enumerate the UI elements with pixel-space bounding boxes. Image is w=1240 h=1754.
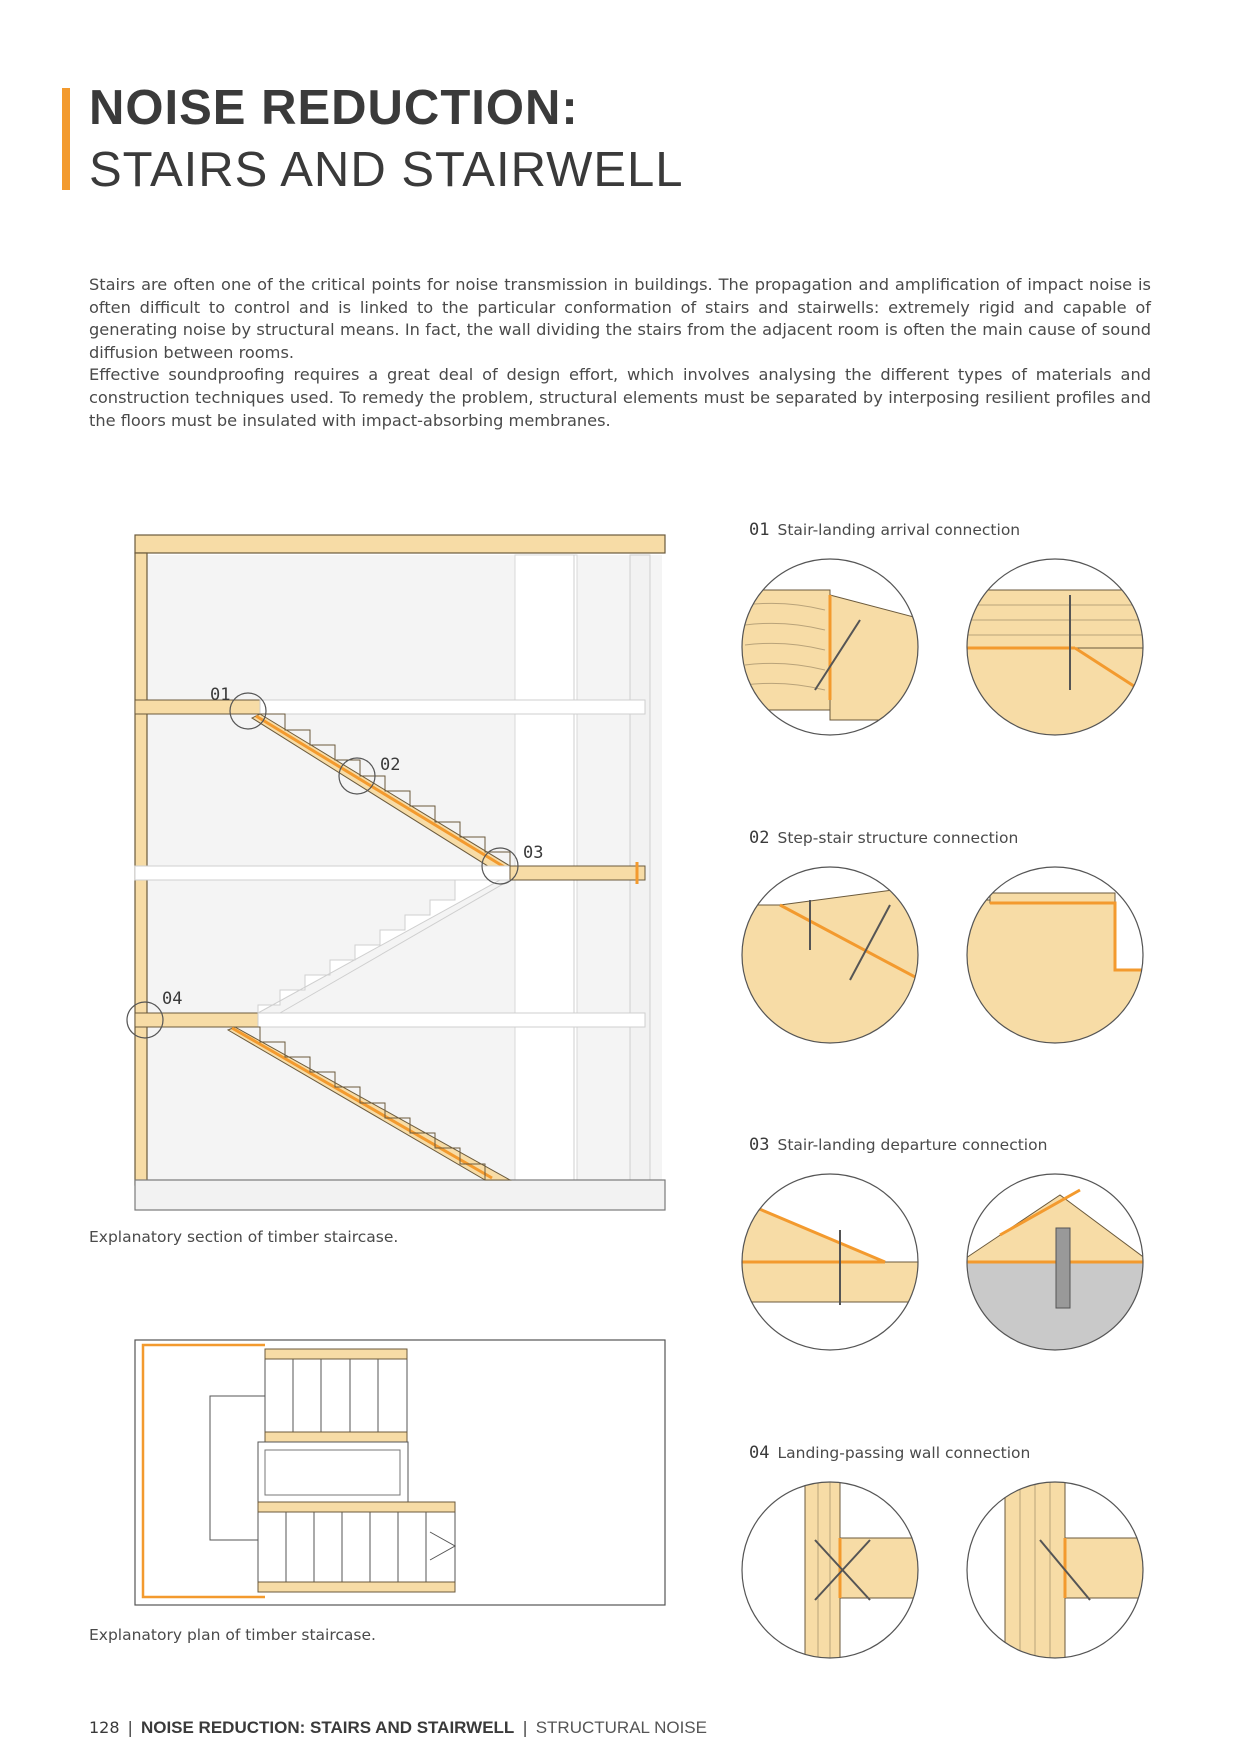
detail-label-03 xyxy=(749,1135,1047,1155)
intro-text xyxy=(89,274,1151,432)
detail-number-04: 04 xyxy=(749,1443,770,1463)
detail-number-01: 01 xyxy=(749,520,770,540)
plan-landing-inner xyxy=(265,1450,400,1495)
detail-title-04: Landing-passing wall connection xyxy=(777,1444,1031,1462)
footer-separator: | xyxy=(522,1718,528,1737)
detail-label-02 xyxy=(749,828,1018,848)
detail-03b-concrete xyxy=(960,1262,1150,1355)
page-number: 128 xyxy=(89,1718,120,1737)
detail-title-01: Stair-landing arrival connection xyxy=(777,521,1021,539)
footer-chapter: NOISE REDUCTION: STAIRS AND STAIRWELL xyxy=(140,1718,515,1737)
detail-title-02: Step-stair structure connection xyxy=(777,829,1019,847)
landing-3-extension xyxy=(258,1013,645,1027)
section-caption: Explanatory section of timber staircase. xyxy=(89,1228,399,1246)
footer-separator: | xyxy=(127,1718,133,1737)
detail-04-diagram xyxy=(740,1478,1160,1663)
base-slab xyxy=(135,1180,665,1210)
plan-stringer xyxy=(258,1582,455,1592)
landing-1-extension xyxy=(260,700,645,714)
detail-number-03: 03 xyxy=(749,1135,770,1155)
page-title: NOISE REDUCTION: xyxy=(89,81,579,135)
plan-lower-flight xyxy=(258,1502,455,1592)
detail-03a-landing xyxy=(740,1262,930,1302)
title-accent-bar xyxy=(62,88,70,190)
landing-2-ghost xyxy=(135,866,510,880)
top-beam xyxy=(135,535,665,553)
detail-01a-stringer xyxy=(830,595,925,720)
detail-04a-wall xyxy=(805,1478,840,1663)
plan-upper-flight xyxy=(265,1349,407,1439)
landing-1 xyxy=(135,700,260,714)
detail-01b-stringer xyxy=(960,648,1150,740)
detail-label-04 xyxy=(749,1443,1030,1463)
page-subtitle: STAIRS AND STAIRWELL xyxy=(89,143,684,197)
callout-label-03: 03 xyxy=(523,843,544,863)
plan-stringer xyxy=(265,1432,407,1442)
callout-label-02: 02 xyxy=(380,755,401,775)
detail-title-03: Stair-landing departure connection xyxy=(777,1136,1048,1154)
intro-paragraph-1: Stairs are often one of the critical points for noise transmission in buildings. The propagation and amplification of impact noise is often difficult to control and is linked to the particular conformation of stairs and stairwells: extremely rigid and capable of generating noise by structural means. In fact, the wall dividing the stairs from the adjacent room is often the main cause of sound diffusion between rooms. xyxy=(89,275,1151,362)
detail-03b-anchor xyxy=(1056,1228,1070,1308)
detail-02-diagram xyxy=(740,863,1160,1048)
detail-01-diagram xyxy=(740,555,1160,740)
intro-paragraph-2: Effective soundproofing requires a great deal of design effort, which involves analysing the different types of materials and construction techniques used. To remedy the problem, structural elements must be separated by interposing resilient profiles and the floors must be insulated with impact-absorbing membranes. xyxy=(89,365,1151,430)
detail-03-diagram xyxy=(740,1170,1160,1355)
callout-label-04: 04 xyxy=(162,989,183,1009)
landing-3 xyxy=(135,1013,258,1027)
callout-label-01: 01 xyxy=(210,685,231,705)
footer-section: STRUCTURAL NOISE xyxy=(535,1718,707,1737)
plan-stringer xyxy=(258,1502,455,1512)
plan-drawing xyxy=(130,1335,670,1615)
plan-stringer xyxy=(265,1349,407,1359)
plan-caption: Explanatory plan of timber staircase. xyxy=(89,1626,376,1644)
detail-04a-landing xyxy=(840,1538,935,1598)
section-drawing xyxy=(120,520,680,1220)
detail-label-01 xyxy=(749,520,1020,540)
landing-2 xyxy=(510,866,645,880)
detail-01b-landing xyxy=(960,590,1150,648)
page-footer xyxy=(89,1718,707,1738)
detail-number-02: 02 xyxy=(749,828,770,848)
detail-02b-stringer xyxy=(960,900,1150,1048)
